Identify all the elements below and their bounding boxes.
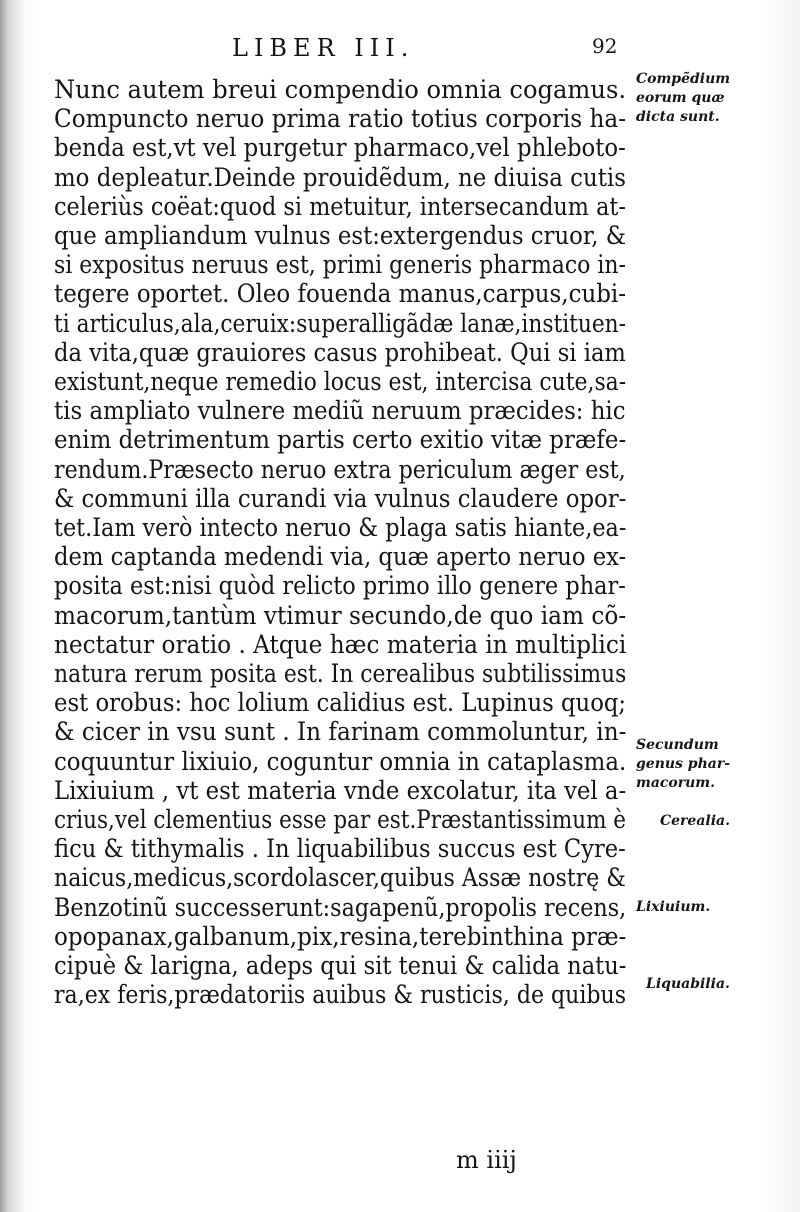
text-line: Compuncto neruo prima ratio totius corporis ha- [54, 104, 627, 135]
signature-mark: m iiij [456, 1146, 517, 1174]
marginal-note-line: genus phar- [636, 756, 731, 772]
marginal-note-liquabilia: Liquabilia. [646, 976, 730, 992]
binding-shadow [0, 0, 24, 1212]
marginal-note-line: Secundum [636, 737, 719, 753]
marginal-note-cerealia: Cerealia. [660, 813, 730, 829]
text-line: Benzotinũ successerunt:sagapenũ,propolis recens, [54, 892, 627, 923]
text-line: Nunc autem breui compendio omnia cogamus. [54, 75, 627, 105]
text-line: tet.Iam verò intecto neruo & plaga satis hiante,ea- [54, 513, 627, 544]
text-line: ra,ex feris,prædatoriis auibus & rusticis, de quibus [54, 980, 627, 1011]
text-line: ti articulus,ala,ceruix:superalligãdæ lanæ,instituen- [54, 308, 627, 339]
text-line: tis ampliato vulnere mediũ neruum præcides: hic [54, 396, 626, 427]
running-header: LIBER III. [232, 34, 415, 62]
marginal-note-line: macorum. [636, 775, 715, 791]
text-line: naicus,medicus,scordolascer,quibus Assæ nostrę & [54, 863, 626, 894]
text-line: celeriùs coëat:quod si metuitur, intersecandum at- [54, 191, 626, 222]
text-line: Lixiuium , vt est materia vnde excolatur, ita vel a- [54, 775, 627, 806]
marginal-note-line: Compẽdium [636, 71, 731, 87]
text-line: natura rerum posita est. In cerealibus subtilissimus [54, 659, 627, 690]
page-number: 92 [592, 34, 618, 58]
text-line: cipuè & larigna, adeps qui sit tenui & calida natu- [54, 951, 627, 982]
text-line: si expositus neruus est, primi generis pharmaco in- [54, 250, 626, 281]
text-line: rendum.Præsecto neruo extra periculum æger est, [54, 454, 626, 485]
text-line: opopanax,galbanum,pix,resina,terebinthina præ- [54, 921, 627, 952]
text-line: existunt,neque remedio locus est, intercisa cute,sa- [54, 367, 627, 398]
text-line: macorum,tantùm vtimur secundo,de quo iam cõ- [54, 600, 627, 631]
text-line: & cicer in vsu sunt . In farinam commoluntur, in- [54, 717, 627, 748]
text-line: tegere oportet. Oleo fouenda manus,carpus,cubi- [54, 279, 626, 310]
text-line: benda est,vt vel purgetur pharmaco,vel phlebotо- [54, 133, 626, 164]
text-line: crius,vel clementius esse par est.Præstantissimum è [54, 805, 627, 836]
marginal-note-compendium [636, 70, 730, 127]
text-line: que ampliandum vulnus est:extergendus cruor, & [54, 221, 627, 252]
text-line: dem captanda medendi via, quæ aperto neruo ex- [54, 542, 627, 573]
text-line: mo depleatur.Deinde prouidẽdum, ne diuisa cutis [54, 162, 626, 193]
text-line: enim detrimentum partis certo exitio vitæ præfe- [54, 425, 627, 456]
text-line: da vita,quæ grauiores casus prohibeat. Qui si iam [54, 337, 626, 368]
text-line: posita est:nisi quòd relicto primo illo genere phar- [54, 571, 626, 602]
text-line: est orobus: hoc lolium calidius est. Lupinus quoq; [54, 688, 627, 719]
marginal-note-lixiuium: Lixiuium. [636, 899, 711, 915]
text-line: & communi illa curandi via vulnus claudere opor- [54, 483, 627, 514]
main-text-block [54, 76, 626, 1011]
text-line: ficu & tithymalis . In liquabilibus succus est Cyre- [54, 834, 626, 865]
marginal-note-line: eorum quæ [636, 90, 725, 106]
text-line: coquuntur lixiuio, coguntur omnia in cataplasma. [54, 746, 627, 777]
text-line: nectatur oratio . Atque hæc materia in multiplici [54, 629, 627, 660]
marginal-note-line: dicta sunt. [636, 109, 720, 125]
marginal-note-secundum [636, 736, 730, 793]
